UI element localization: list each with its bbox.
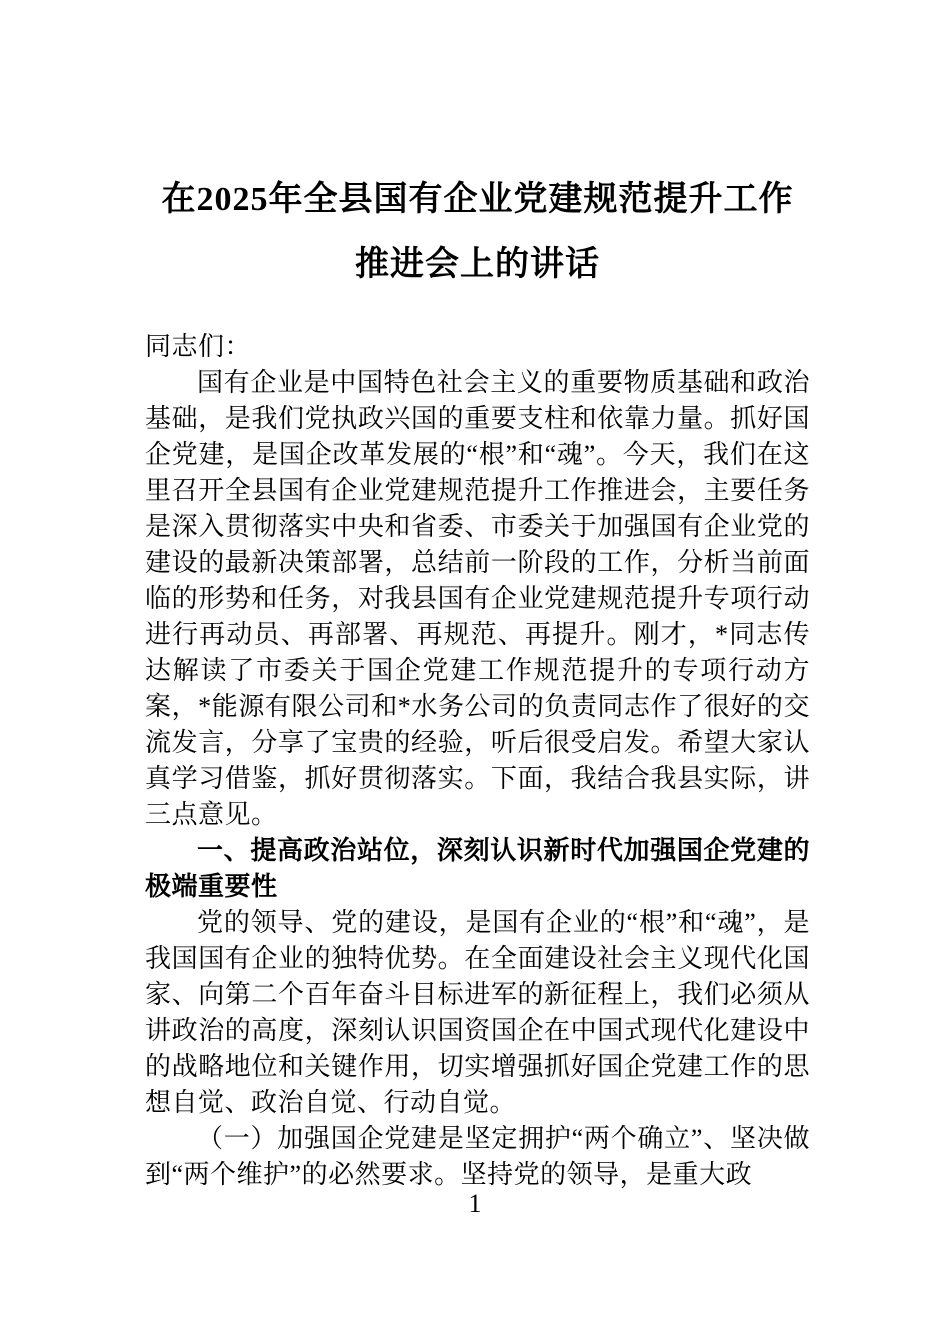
paragraph-subsection-1: （一）加强国企党建是坚定拥护“两个确立”、坚决做到“两个维护”的必然要求。坚持党的领导，是重大政 [145,1124,810,1189]
title-line-1: 在2025年全县国有企业党建规范提升工作 [161,181,794,218]
document-body [145,329,810,1193]
salutation: 同志们： [145,332,252,361]
paragraph-section1-lead: 党的领导、党的建设，是国有企业的“根”和“魂”，是我国国有企业的独特优势。在全面建设社会主义现代化国家、向第二个百年奋斗目标进军的新征程上，我们必须从讲政治的高度，深刻认识国资国企在中国式现代化建设中的战略地位和关键作用，切实增强抓好国企党建工作的思想自觉、政治自觉、行动自觉。 [145,908,810,1117]
title-line-2: 推进会上的讲话 [355,246,600,283]
document-title [145,167,810,297]
page-number: 1 [468,1189,482,1218]
paragraph-intro: 国有企业是中国特色社会主义的重要物质基础和政治基础，是我们党执政兴国的重要支柱和依靠力量。抓好国企党建，是国企改革发展的“根”和“魂”。今天，我们在这里召开全县国有企业党建规范提升工作推进会，主要任务是深入贯彻落实中央和省委、市委关于加强国有企业党的建设的最新决策部署，总结前一阶段的工作，分析当前面临的形势和任务，对我县国有企业党建规范提升专项行动进行再动员、再部署、再规范、再提升。刚才，*同志传达解读了市委关于国企党建工作规范提升的专项行动方案，*能源有限公司和*水务公司的负责同志作了很好的交流发言，分享了宝贵的经验，听后很受启发。希望大家认真学习借鉴，抓好贯彻落实。下面，我结合我县实际，讲三点意见。 [145,368,810,829]
section-heading-1: 一、提高政治站位，深刻认识新时代加强国企党建的极端重要性 [145,836,810,901]
